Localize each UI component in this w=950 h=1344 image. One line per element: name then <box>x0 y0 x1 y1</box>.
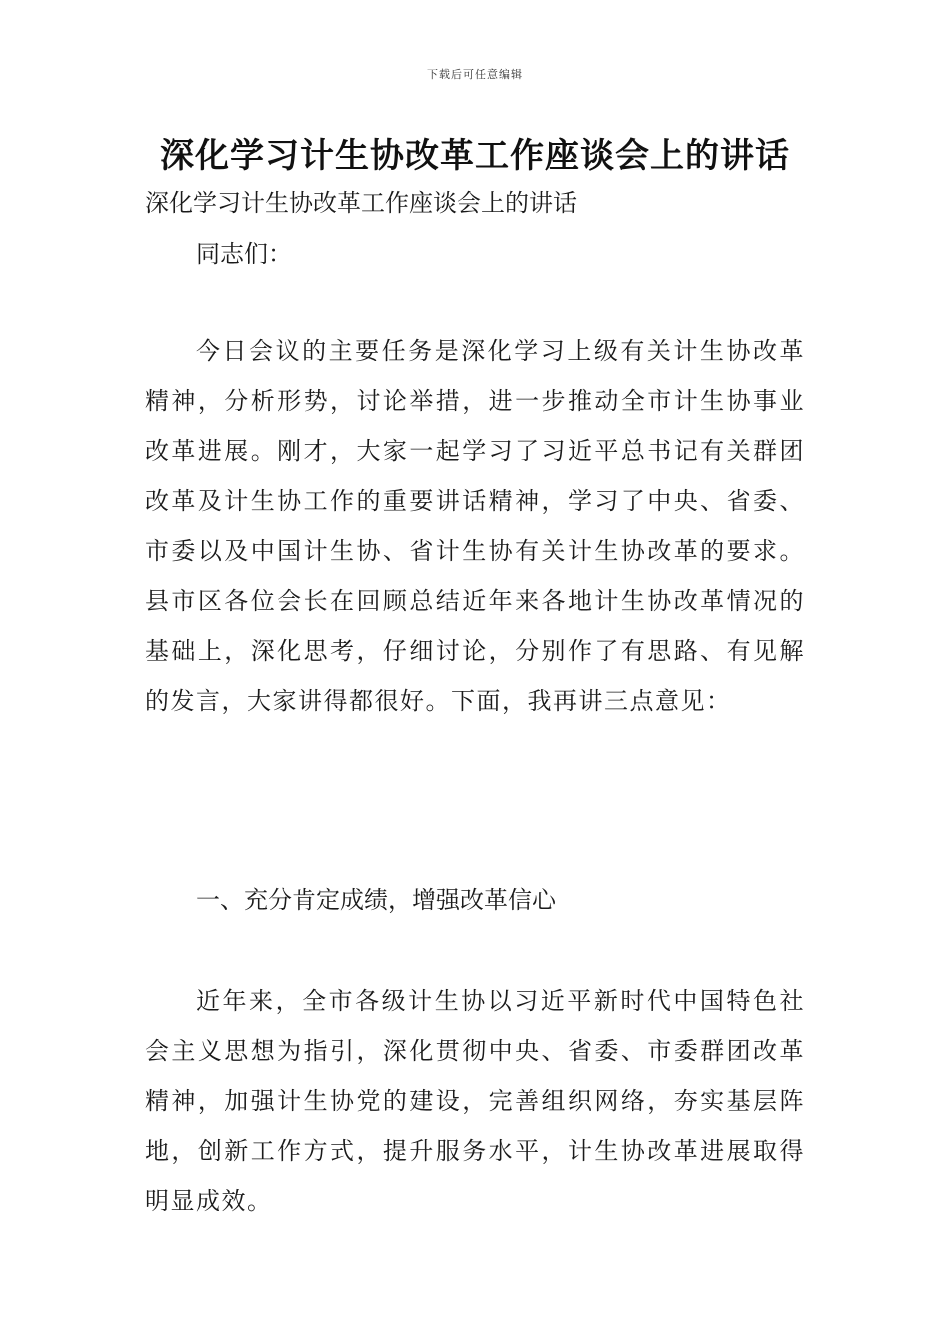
header-note: 下载后可任意编辑 <box>427 68 523 81</box>
section-heading-1: 一、充分肯定成绩，增强改革信心 <box>196 886 556 914</box>
document-title: 深化学习计生协改革工作座谈会上的讲话 <box>160 136 790 176</box>
document-subtitle: 深化学习计生协改革工作座谈会上的讲话 <box>145 189 577 217</box>
salutation: 同志们： <box>196 240 292 268</box>
paragraph-achievements: 近年来，全市各级计生协以习近平新时代中国特色社会主义思想为指引，深化贯彻中央、省委、市委群团改革精神，加强计生协党的建设，完善组织网络，夯实基层阵地，创新工作方式，提升服务水平，计生协改革进展取得明显成效。 <box>145 987 805 1215</box>
paragraph-intro: 今日会议的主要任务是深化学习上级有关计生协改革精神，分析形势，讨论举措，进一步推动全市计生协事业改革进展。刚才，大家一起学习了习近平总书记有关群团改革及计生协工作的重要讲话精神，学习了中央、省委、市委以及中国计生协、省计生协有关计生协改革的要求。县市区各位会长在回顾总结近年来各地计生协改革情况的基础上，深化思考，仔细讨论，分别作了有思路、有见解的发言，大家讲得都很好。下面，我再讲三点意见： <box>145 337 805 715</box>
